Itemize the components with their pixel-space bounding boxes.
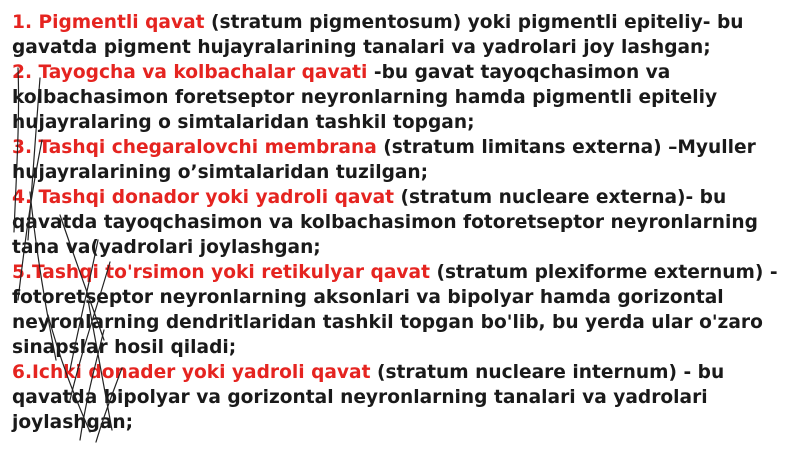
layer-title-5: 5.Tashqi to'rsimon yoki retikulyar qavat	[12, 262, 430, 283]
layer-title-3: 3. Tashqi chegaralovchi membrana	[12, 137, 377, 158]
slide-text	[12, 10, 790, 435]
layer-item-4	[12, 185, 790, 260]
layer-desc-4: (stratum nucleare externa)- bu qavatda tayoqchasimon va kolbachasimon fotoretseptor neyronlarning tana va(yadrolari joylashgan;	[12, 187, 758, 258]
layer-item-6	[12, 360, 790, 435]
layer-title-1: 1. Pigmentli qavat	[12, 12, 205, 33]
layer-desc-3: (stratum limitans externa) –Myuller hujayralarining o’simtalaridan tuzilgan;	[12, 137, 756, 183]
layer-desc-5: (stratum plexiforme externum) - fotoretseptor neyronlarning aksonlari va bipolyar hamda gorizontal neyronlarning dendritlaridan tashkil topgan bo'lib, bu yerda ular o'zaro sinapslar hosil qiladi;	[12, 262, 778, 358]
layer-item-3	[12, 135, 790, 185]
layer-desc-6: (stratum nucleare internum) - bu qavatda bipolyar va gorizontal neyronlarning tanalari va yadrolari joylashgan;	[12, 362, 725, 433]
layer-title-2: 2. Tayogcha va kolbachalar qavati	[12, 62, 368, 83]
layer-title-6: 6.Ichki donader yoki yadroli qavat	[12, 362, 371, 383]
layer-desc-1: (stratum pigmentosum) yoki pigmentli epiteliy- bu gavatda pigment hujayralarining tanalari va yadrolari joy lashgan;	[12, 12, 744, 58]
layer-item-1	[12, 10, 790, 60]
layer-desc-2: -bu gavat tayoqchasimon va kolbachasimon foretseptor neyronlarning hamda pigmentli epiteliy hujayralaring o simtalaridan tashkil topgan;	[12, 62, 718, 133]
layer-item-2	[12, 60, 790, 135]
layer-item-5	[12, 260, 790, 360]
layer-title-4: 4. Tashqi donador yoki yadroli qavat	[12, 187, 395, 208]
